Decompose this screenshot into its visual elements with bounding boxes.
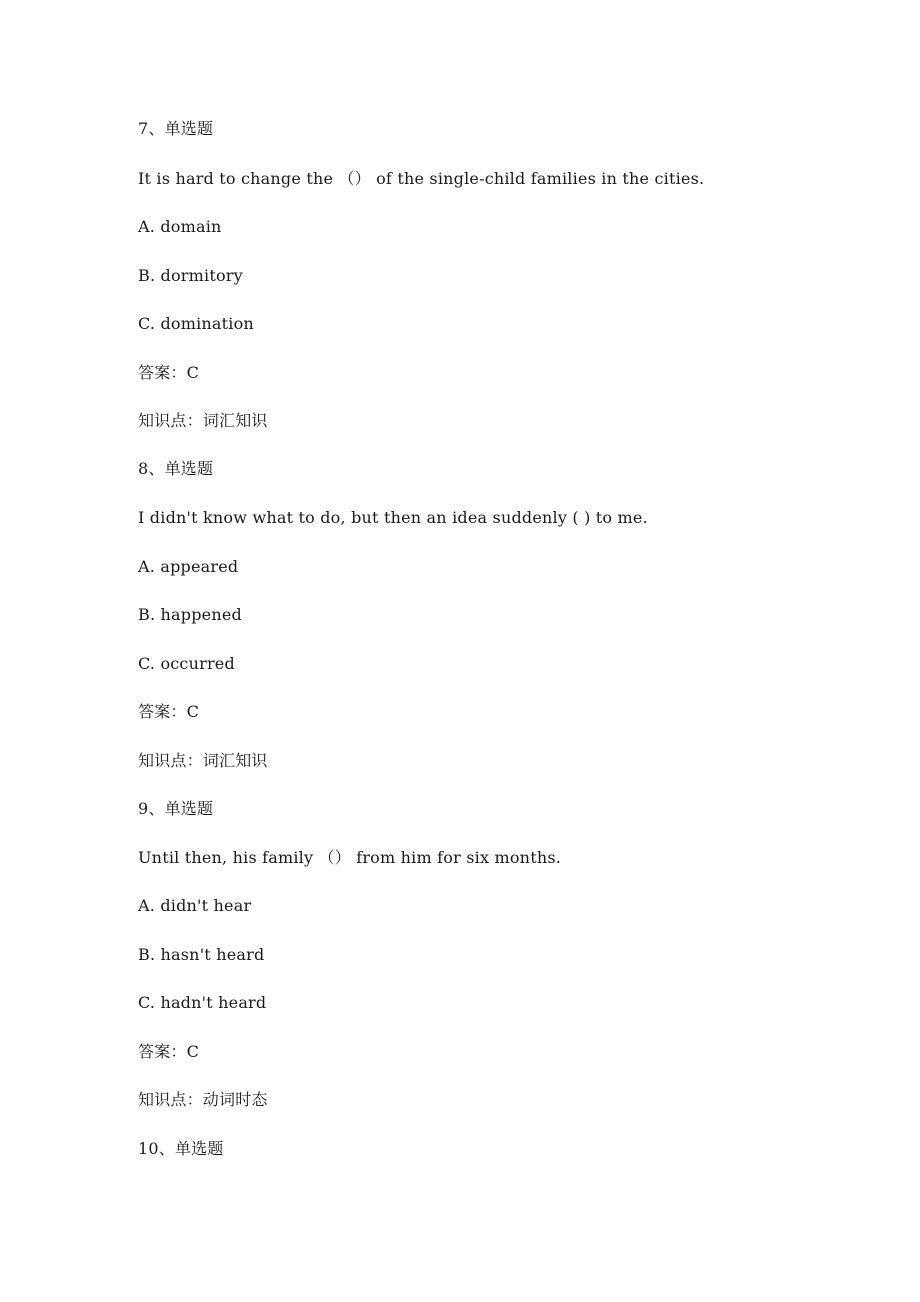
question-7-option-a: A. domain xyxy=(138,217,222,236)
question-9-option-a: A. didn't hear xyxy=(138,896,252,915)
question-8-header: 8、单选题 xyxy=(138,459,214,478)
question-8-option-b: B. happened xyxy=(138,605,242,624)
question-7-header: 7、单选题 xyxy=(138,119,214,138)
question-9-header: 9、单选题 xyxy=(138,799,214,818)
question-8-stem: I didn't know what to do, but then an idea suddenly ( ) to me. xyxy=(138,508,648,527)
question-7-option-c: C. domination xyxy=(138,314,254,333)
question-7-option-b: B. dormitory xyxy=(138,266,243,285)
question-9-knowledge: 知识点：动词时态 xyxy=(138,1090,268,1109)
question-9-option-c: C. hadn't heard xyxy=(138,993,267,1012)
question-9-answer: 答案：C xyxy=(138,1042,200,1061)
question-7-knowledge: 知识点：词汇知识 xyxy=(138,411,268,430)
question-10-header: 10、单选题 xyxy=(138,1139,224,1158)
question-8-knowledge: 知识点：词汇知识 xyxy=(138,751,268,770)
question-7-answer: 答案：C xyxy=(138,363,200,382)
question-8-option-c: C. occurred xyxy=(138,654,235,673)
question-9-option-b: B. hasn't heard xyxy=(138,945,265,964)
question-7-stem: It is hard to change the （） of the single-child families in the cities. xyxy=(138,169,705,188)
question-9-stem: Until then, his family （） from him for six months. xyxy=(138,848,562,867)
question-8-answer: 答案：C xyxy=(138,702,200,721)
question-8-option-a: A. appeared xyxy=(138,557,239,576)
